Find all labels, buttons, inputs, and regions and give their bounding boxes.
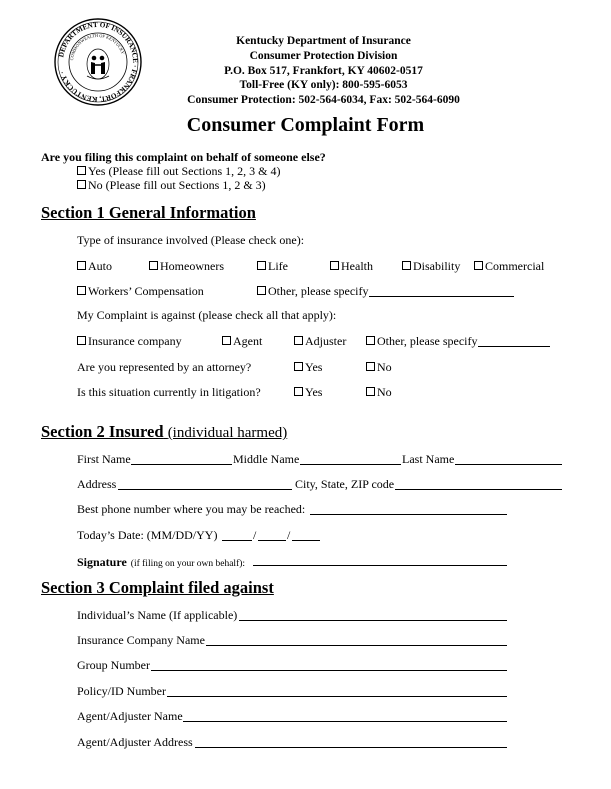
policy-id-number-field[interactable] — [167, 696, 507, 697]
type-disability-checkbox[interactable] — [402, 261, 411, 270]
agent-adjuster-address-field[interactable] — [195, 747, 507, 748]
attorney-yes-checkbox[interactable] — [294, 362, 303, 371]
agency-header — [0, 34, 611, 108]
against-adjuster-option[interactable] — [294, 334, 346, 349]
type-other-label: Other, please specify — [268, 284, 369, 298]
contact-numbers: Consumer Protection: 502-564-6034, Fax: 502-564-6090 — [187, 94, 460, 107]
type-workers-comp-option[interactable] — [77, 284, 204, 299]
against-other-option[interactable] — [366, 334, 477, 349]
type-commercial-option[interactable] — [474, 259, 544, 274]
section-1-heading: Section 1 General Information — [41, 203, 256, 222]
type-auto-checkbox[interactable] — [77, 261, 86, 270]
type-auto-label: Auto — [88, 259, 112, 273]
group-number-field[interactable] — [151, 670, 507, 671]
behalf-no-option[interactable] — [77, 178, 266, 193]
section-2-heading — [41, 422, 287, 442]
type-auto-option[interactable] — [77, 259, 112, 274]
agent-adjuster-address-label: Agent/Adjuster Address — [77, 735, 193, 749]
policy-id-number-label: Policy/ID Number — [77, 684, 166, 698]
against-insurance-company-option[interactable] — [77, 334, 182, 349]
date-year-field[interactable] — [292, 540, 320, 541]
attorney-no-checkbox[interactable] — [366, 362, 375, 371]
behalf-no-checkbox[interactable] — [77, 180, 86, 189]
type-workers-comp-checkbox[interactable] — [77, 286, 86, 295]
litigation-yes-label: Yes — [305, 385, 323, 399]
date-day-field[interactable] — [258, 540, 286, 541]
behalf-yes-option[interactable] — [77, 164, 280, 179]
signature-label-bold: Signature — [77, 555, 127, 569]
against-other-checkbox[interactable] — [366, 336, 375, 345]
last-name-label: Last Name — [402, 452, 455, 466]
against-other-specify-field[interactable] — [478, 346, 550, 347]
middle-name-field[interactable] — [300, 464, 401, 465]
against-insurance-company-checkbox[interactable] — [77, 336, 86, 345]
type-commercial-label: Commercial — [485, 259, 545, 273]
agent-adjuster-name-label: Agent/Adjuster Name — [77, 709, 183, 723]
best-phone-field[interactable] — [310, 514, 507, 515]
date-slash-2: / — [287, 528, 291, 542]
type-life-checkbox[interactable] — [257, 261, 266, 270]
type-life-option[interactable] — [257, 259, 288, 274]
attorney-yes-label: Yes — [305, 360, 323, 374]
city-state-zip-label: City, State, ZIP code — [295, 477, 395, 491]
signature-field[interactable] — [253, 565, 507, 566]
type-homeowners-option[interactable] — [149, 259, 224, 274]
toll-free-number: Toll-Free (KY only): 800-595-6053 — [239, 79, 408, 92]
first-name-label: First Name — [77, 452, 131, 466]
type-homeowners-label: Homeowners — [160, 259, 224, 273]
against-agent-label: Agent — [233, 334, 263, 348]
signature-note: (if filing on your own behalf): — [130, 559, 246, 569]
attorney-yes-option[interactable] — [294, 360, 322, 375]
division-name: Consumer Protection Division — [249, 49, 398, 62]
group-number-label: Group Number — [77, 658, 150, 672]
insurance-type-label: Type of insurance involved (Please check one): — [77, 233, 305, 247]
type-health-label: Health — [341, 259, 373, 273]
complaint-against-label: My Complaint is against (please check all that apply): — [77, 308, 337, 322]
section-2-subtitle: (individual harmed) — [167, 425, 288, 441]
date-month-field[interactable] — [222, 540, 252, 541]
against-agent-checkbox[interactable] — [222, 336, 231, 345]
against-adjuster-checkbox[interactable] — [294, 336, 303, 345]
todays-date-label: Today’s Date: (MM/DD/YY) — [77, 528, 218, 542]
litigation-no-label: No — [377, 385, 392, 399]
last-name-field[interactable] — [455, 464, 562, 465]
type-disability-option[interactable] — [402, 259, 460, 274]
first-name-field[interactable] — [131, 464, 232, 465]
mailing-address: P.O. Box 517, Frankfort, KY 40602-0517 — [224, 64, 423, 77]
middle-name-label: Middle Name — [233, 452, 300, 466]
type-health-checkbox[interactable] — [330, 261, 339, 270]
against-agent-option[interactable] — [222, 334, 262, 349]
behalf-yes-label: Yes (Please fill out Sections 1, 2, 3 & 4) — [88, 164, 281, 178]
attorney-no-label: No — [377, 360, 392, 374]
behalf-yes-checkbox[interactable] — [77, 166, 86, 175]
litigation-yes-checkbox[interactable] — [294, 387, 303, 396]
type-other-specify-field[interactable] — [369, 296, 514, 297]
svg-text:DEPARTMENT OF INSURANCE · FRAN: DEPARTMENT OF INSURANCE · FRANKFORT, KENTUCKY · — [57, 20, 140, 104]
insurance-company-name-field[interactable] — [206, 645, 507, 646]
litigation-yes-option[interactable] — [294, 385, 322, 400]
address-label: Address — [77, 477, 117, 491]
date-slash-1: / — [253, 528, 257, 542]
type-other-checkbox[interactable] — [257, 286, 266, 295]
agent-adjuster-name-field[interactable] — [183, 721, 507, 722]
litigation-no-option[interactable] — [366, 385, 392, 400]
against-adjuster-label: Adjuster — [305, 334, 347, 348]
attorney-question: Are you represented by an attorney? — [77, 360, 252, 374]
litigation-question: Is this situation currently in litigation? — [77, 385, 261, 399]
type-life-label: Life — [268, 259, 288, 273]
attorney-no-option[interactable] — [366, 360, 392, 375]
type-health-option[interactable] — [330, 259, 373, 274]
individual-name-label: Individual’s Name (If applicable) — [77, 608, 238, 622]
behalf-no-label: No (Please fill out Sections 1, 2 & 3) — [88, 178, 266, 192]
agency-name: Kentucky Department of Insurance — [236, 35, 411, 47]
individual-name-field[interactable] — [239, 620, 507, 621]
svg-text:COMMONWEALTH OF KENTUCKY: COMMONWEALTH OF KENTUCKY — [69, 32, 126, 61]
section-2-title: Section 2 Insured — [41, 422, 164, 441]
behalf-question: Are you filing this complaint on behalf of someone else? — [41, 150, 326, 164]
signature-label — [77, 553, 245, 571]
section-3-heading: Section 3 Complaint filed against — [41, 578, 274, 597]
type-workers-comp-label: Workers’ Compensation — [88, 284, 204, 298]
against-insurance-company-label: Insurance company — [88, 334, 182, 348]
against-other-label: Other, please specify — [377, 334, 478, 348]
type-homeowners-checkbox[interactable] — [149, 261, 158, 270]
type-disability-label: Disability — [413, 259, 461, 273]
address-field[interactable] — [118, 489, 292, 490]
litigation-no-checkbox[interactable] — [366, 387, 375, 396]
type-other-option[interactable] — [257, 284, 368, 299]
type-commercial-checkbox[interactable] — [474, 261, 483, 270]
city-state-zip-field[interactable] — [395, 489, 562, 490]
form-title: Consumer Complaint Form — [186, 114, 425, 136]
insurance-company-name-label: Insurance Company Name — [77, 633, 205, 647]
best-phone-label: Best phone number where you may be reached: — [77, 502, 306, 516]
